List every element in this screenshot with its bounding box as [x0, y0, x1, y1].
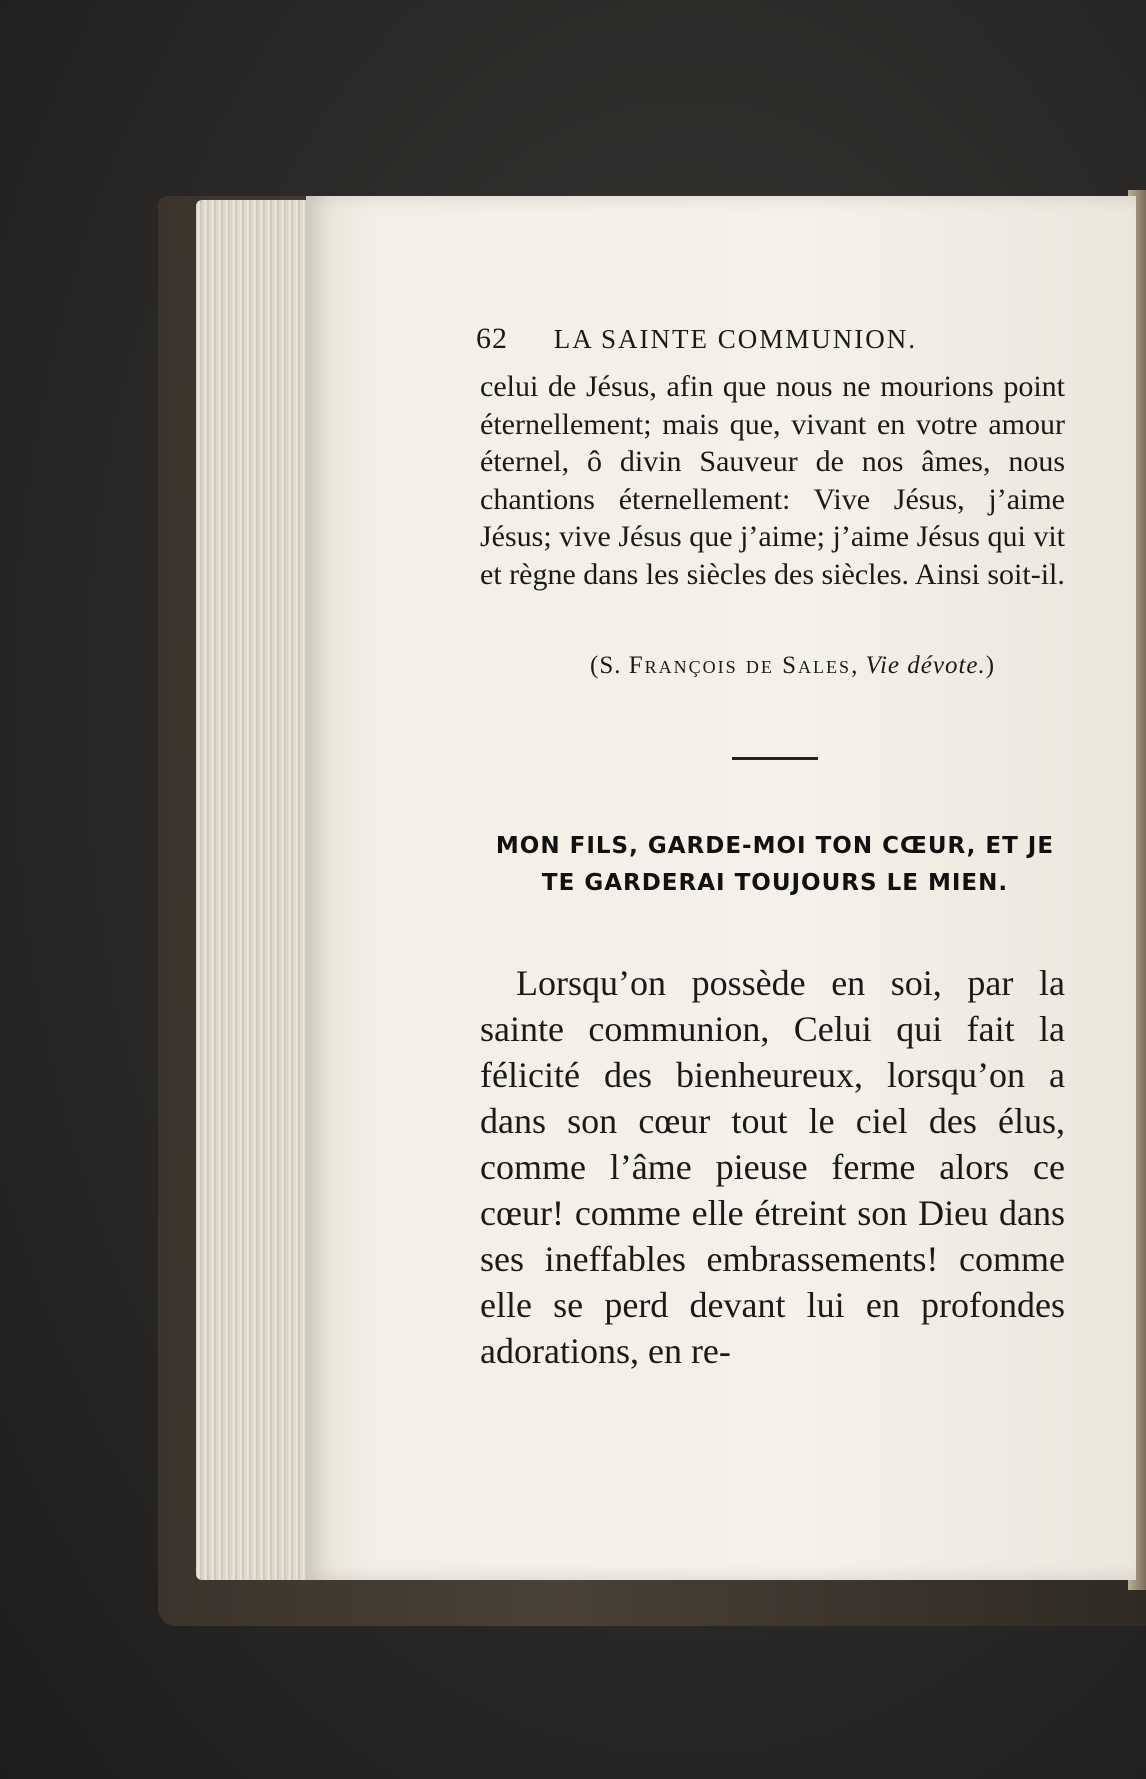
section-divider [732, 757, 818, 760]
running-header [476, 322, 1076, 356]
attribution-open: (S. [590, 652, 629, 679]
section-body-text: Lorsqu’on possède en soi, par la sainte communion, Celui qui fait la félicité des bienheureux, lorsqu’on a dans son cœur tout le ciel des élus, comme l’âme pieuse ferme alors ce cœur! comme elle étreint son Dieu dans ses ineffables embrassements! comme elle se perd devant lui en profondes adorations, en re- [480, 963, 1065, 1371]
attribution-sep: , [851, 652, 866, 679]
attribution-author: François de Sales [628, 652, 852, 679]
attribution [590, 652, 995, 680]
prayer-paragraph [480, 368, 1065, 593]
section-heading-line-2: TE GARDERAI TOUJOURS LE MIEN. [541, 870, 1009, 896]
prayer-text: celui de Jésus, afin que nous ne mourions point éternellement; mais que, vivant en votre amour éternel, ô divin Sauveur de nos âmes, nous chantions éternellement: Vive Jésus, j’aime Jésus; vive Jésus que j’aime; j’aime Jésus qui vit et règne dans les siècles des siècles. Ainsi soit-il. [480, 370, 1065, 591]
attribution-work: Vie dévote. [865, 652, 986, 679]
section-heading [470, 828, 1080, 902]
section-heading-line-1: MON FILS, GARDE-MOI TON CŒUR, ET JE [495, 833, 1055, 859]
page-edges [196, 200, 316, 1580]
attribution-close: ) [985, 652, 996, 679]
page-number: 62 [476, 322, 508, 355]
section-body [480, 960, 1065, 1374]
running-title: LA SAINTE COMMUNION. [553, 324, 917, 354]
